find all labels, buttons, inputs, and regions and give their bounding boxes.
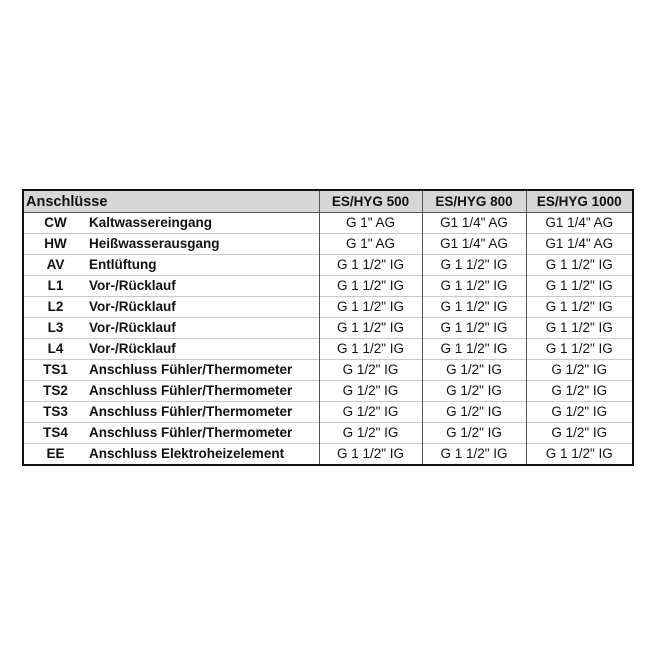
row-description: Kaltwassereingang bbox=[89, 215, 213, 230]
table-row bbox=[23, 318, 633, 339]
connections-table bbox=[22, 189, 634, 466]
connections-table-container bbox=[22, 189, 632, 466]
row-value-model-3: G 1/2" IG bbox=[526, 423, 633, 444]
row-value-model-3: G1 1/4" AG bbox=[526, 213, 633, 234]
row-value-model-3: G 1 1/2" IG bbox=[526, 318, 633, 339]
row-code: CW bbox=[44, 215, 67, 230]
row-value-model-2: G 1 1/2" IG bbox=[422, 444, 526, 466]
row-value-model-2: G 1/2" IG bbox=[422, 360, 526, 381]
row-description: Heißwasserausgang bbox=[89, 236, 220, 251]
row-code: TS1 bbox=[43, 362, 68, 377]
row-description: Anschluss Fühler/Thermometer bbox=[89, 425, 293, 440]
column-header-model-3: ES/HYG 1000 bbox=[526, 190, 633, 213]
row-value-model-1: G 1/2" IG bbox=[319, 381, 422, 402]
row-value-model-2: G 1 1/2" IG bbox=[422, 297, 526, 318]
row-value-model-3: G 1 1/2" IG bbox=[526, 276, 633, 297]
row-value-model-2: G 1/2" IG bbox=[422, 423, 526, 444]
row-description: Vor-/Rücklauf bbox=[89, 278, 176, 293]
row-value-model-1: G 1 1/2" IG bbox=[319, 339, 422, 360]
row-value-model-3: G 1/2" IG bbox=[526, 360, 633, 381]
row-description: Vor-/Rücklauf bbox=[89, 320, 176, 335]
table-row bbox=[23, 276, 633, 297]
row-value-model-1: G 1" AG bbox=[319, 234, 422, 255]
row-description: Anschluss Fühler/Thermometer bbox=[89, 404, 293, 419]
table-row bbox=[23, 213, 633, 234]
row-description: Vor-/Rücklauf bbox=[89, 299, 176, 314]
table-row bbox=[23, 381, 633, 402]
row-value-model-1: G 1 1/2" IG bbox=[319, 444, 422, 466]
row-value-model-3: G1 1/4" AG bbox=[526, 234, 633, 255]
table-row bbox=[23, 402, 633, 423]
row-value-model-3: G 1/2" IG bbox=[526, 402, 633, 423]
table-header-row bbox=[23, 190, 633, 213]
row-code: TS3 bbox=[43, 404, 68, 419]
column-header-model-2: ES/HYG 800 bbox=[422, 190, 526, 213]
column-header-model-1: ES/HYG 500 bbox=[319, 190, 422, 213]
row-code: L3 bbox=[47, 320, 64, 335]
table-row bbox=[23, 297, 633, 318]
row-value-model-3: G 1/2" IG bbox=[526, 381, 633, 402]
row-value-model-1: G 1/2" IG bbox=[319, 360, 422, 381]
row-value-model-2: G1 1/4" AG bbox=[422, 234, 526, 255]
row-code: TS2 bbox=[43, 383, 68, 398]
table-row bbox=[23, 339, 633, 360]
row-value-model-1: G 1 1/2" IG bbox=[319, 276, 422, 297]
row-value-model-1: G 1 1/2" IG bbox=[319, 318, 422, 339]
table-row bbox=[23, 360, 633, 381]
row-value-model-1: G 1" AG bbox=[319, 213, 422, 234]
row-value-model-2: G 1 1/2" IG bbox=[422, 339, 526, 360]
row-value-model-1: G 1/2" IG bbox=[319, 402, 422, 423]
row-value-model-2: G 1 1/2" IG bbox=[422, 318, 526, 339]
row-value-model-1: G 1/2" IG bbox=[319, 423, 422, 444]
row-code: EE bbox=[46, 446, 65, 461]
row-value-model-3: G 1 1/2" IG bbox=[526, 255, 633, 276]
row-value-model-2: G 1/2" IG bbox=[422, 402, 526, 423]
row-value-model-2: G 1/2" IG bbox=[422, 381, 526, 402]
column-header-connections: Anschlüsse bbox=[23, 190, 319, 213]
row-code: L1 bbox=[47, 278, 64, 293]
table-row bbox=[23, 444, 633, 466]
row-value-model-2: G 1 1/2" IG bbox=[422, 255, 526, 276]
row-description: Anschluss Fühler/Thermometer bbox=[89, 362, 293, 377]
row-value-model-3: G 1 1/2" IG bbox=[526, 297, 633, 318]
row-value-model-2: G1 1/4" AG bbox=[422, 213, 526, 234]
row-code: L2 bbox=[47, 299, 64, 314]
row-description: Entlüftung bbox=[89, 257, 157, 272]
row-code: TS4 bbox=[43, 425, 68, 440]
row-description: Anschluss Fühler/Thermometer bbox=[89, 383, 293, 398]
row-code: L4 bbox=[47, 341, 64, 356]
row-code: AV bbox=[46, 257, 65, 272]
table-row bbox=[23, 255, 633, 276]
row-code: HW bbox=[44, 236, 67, 251]
table-row bbox=[23, 423, 633, 444]
row-value-model-3: G 1 1/2" IG bbox=[526, 444, 633, 466]
table-row bbox=[23, 234, 633, 255]
row-description: Anschluss Elektroheizelement bbox=[89, 446, 285, 461]
row-value-model-1: G 1 1/2" IG bbox=[319, 255, 422, 276]
row-value-model-2: G 1 1/2" IG bbox=[422, 276, 526, 297]
row-value-model-1: G 1 1/2" IG bbox=[319, 297, 422, 318]
row-value-model-3: G 1 1/2" IG bbox=[526, 339, 633, 360]
row-description: Vor-/Rücklauf bbox=[89, 341, 176, 356]
